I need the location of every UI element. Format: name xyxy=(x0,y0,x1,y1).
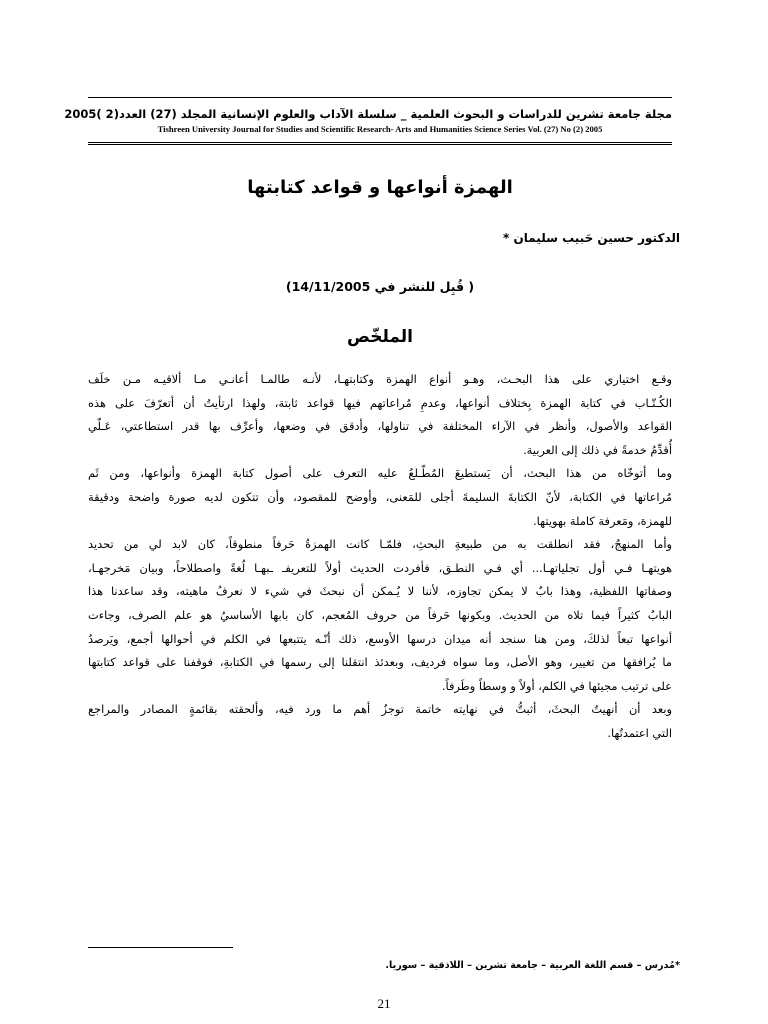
text-line: وصفاتها اللفظية، وهذا بابٌ لا يمكن تجاوزه، لأننا لا يُـمكن أن نبحثَ في شيء لا نعرفُ ماهيته، وقد ساعدنا هذا xyxy=(88,584,672,599)
journal-header xyxy=(64,97,672,145)
text-line: أنواعها تبعاً لذلكَ، ومن هنا سنجد أنه ميدان درسها الأوسع، ذلك أنّـه يتتبعها في الكلم في أحوالها أجمع، ويَرصدُ xyxy=(88,631,672,646)
text-line: هويتهـا فـي أول تجلياتهـا... أي فـي النطـق، فأفردت الحديث أولاً للتعريفـ ـبهـا لُغةً واصطلاحاً، وبيان مَخرجهـا، xyxy=(88,560,672,575)
text-line: القواعد والأصول، وأنظر في الآراء المختلفة في تناولها، وأدقق في وضعها، وأعرِّف بها قدر استطاعتي، عَـلّي xyxy=(88,419,672,434)
text-line: ما يُرافقها من تغيير، وهو الأصل، وما سواه فرديف، وبعدئذ انتقلنا إلى رسمها في الكتابةِ، فوقفنا على قواعد كتابتها xyxy=(88,655,672,670)
text-line: التي اعتمدتُها. xyxy=(607,725,672,740)
footnote-divider xyxy=(88,947,233,948)
acceptance-date: ( قُبِل للنشر في 14/11/2005) xyxy=(285,279,475,294)
journal-title-english: Tishreen University Journal for Studies and Scientific Research- Arts and Humanities Science Series Vol. (27) No (2) 2005 xyxy=(157,124,603,134)
text-line: أُقدِّمُ خدمةً في ذلك إلى العربية. xyxy=(523,442,672,457)
paper-title: الهمزة أنواعها و قواعد كتابتها xyxy=(247,177,513,198)
abstract-paragraph xyxy=(88,533,672,698)
text-line: للهمزة، ومَعرفة كاملة بهويتها. xyxy=(533,513,672,528)
text-line: وأما المنهجُ، فقد انطلقت به من طبيعةِ البحثِ، فلمّـا كانت الهمزةُ حَرفاً منطوقاً، كان لابد لي من تحديد xyxy=(88,537,672,552)
abstract-body xyxy=(88,368,672,746)
abstract-heading: الملخّص xyxy=(347,327,413,347)
abstract-paragraph xyxy=(88,698,672,745)
text-line: الكُـتّـاب في كتابة الهمزة بِختلاف أنواعها، وعدمِ مُراعاتهم فيها قواعد ثابتة، ولهذا ارتأيتُ أن أتعرّفَ على هذه xyxy=(88,395,672,410)
text-line: على ترتيب مجيئها في الكلم، أولاً و وسطاً وطَرفاً. xyxy=(441,678,672,693)
journal-title-arabic: مجلة جامعة تشرين للدراسات و البحوث العلمية _ سلسلة الآداب والعلوم الإنسانية المجلد (27) العدد(2 )2005 xyxy=(64,107,672,121)
abstract-paragraph xyxy=(88,368,672,462)
page-number: 21 xyxy=(377,996,391,1011)
author-name: الدكتور حسين حَبيب سليمان * xyxy=(503,231,680,245)
abstract-paragraph xyxy=(88,462,672,533)
text-line: وبعد أن أنهيتُ البحثَ، أثبتُّ في نهايته خاتمة توجزُ أهم ما ورد فيه، وألحقته بقائمةٍ المصادر والمراجع xyxy=(88,702,672,717)
text-line: البابُ كثيراً فيما تلاه من الحديث. وبكونها حَرفاً من حروف المُعجم، كان بابها الأساسيُ هو علم الصرف، وجاءت xyxy=(88,607,672,622)
text-line: وما أتوخّاه من هذا البحث، أن يَستطيعَ المُطّـلعُ عليه التعرف على أصول كتابة الهمزة وأنواعها، ومن ثَم xyxy=(88,466,672,481)
text-line: وقـع اختياري على هذا البحـث، وهـو أنواع الهمزة وكتابتهـا، لأنـه طالمـا أعانـي مـا ألاقيـه مـن خلَف xyxy=(88,372,672,386)
author-footnote: *مُدرس – قسم اللغة العربية – جامعة تشرين – اللاذقية – سوريا. xyxy=(385,960,680,971)
text-line: مُراعاتها في الكتابة، لأنّ الكتابةَ السليمةَ أجلى للمَعنى، وأوضح للمقصود، وأن تتكون لديه صورة واضحة ودقيقة xyxy=(88,489,672,504)
